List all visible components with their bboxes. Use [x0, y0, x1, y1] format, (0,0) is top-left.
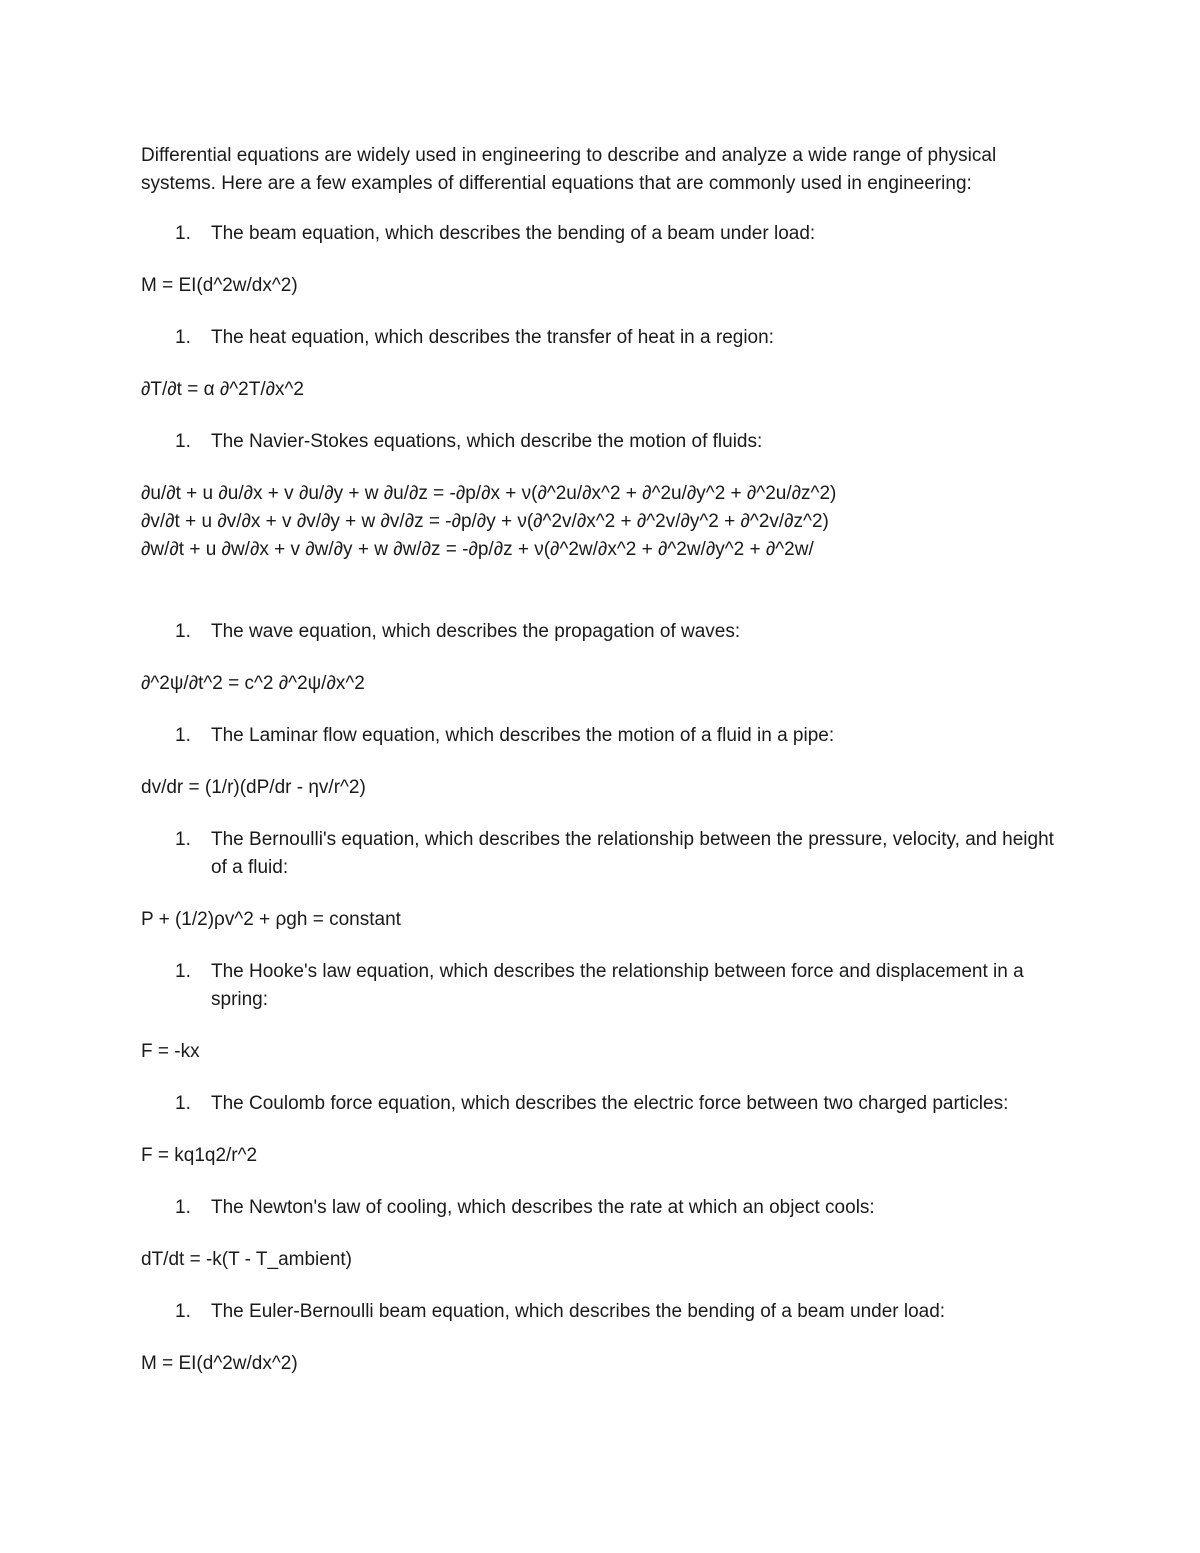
equation-laminar-flow: dv/dr = (1/r)(dP/dr - ηv/r^2) — [141, 777, 366, 798]
list-item-bernoulli — [175, 826, 1055, 882]
equation-coulomb-force: F = kq1q2/r^2 — [141, 1145, 258, 1166]
equation-navier-stokes-v: ∂v/∂t + u ∂v/∂x + v ∂v/∂y + w ∂v/∂z = -∂p/∂y + ν(∂^2v/∂x^2 + ∂^2v/∂y^2 + ∂^2v/∂z^2) — [141, 511, 829, 532]
list-item-text: The wave equation, which describes the propagation of waves: — [211, 621, 741, 642]
list-item-text: The Hooke's law equation, which describes the relationship between force and displacement in a spring: — [211, 961, 1024, 1010]
list-item-wave-equation — [175, 618, 1055, 646]
list-item-newtons-cooling — [175, 1194, 1055, 1222]
list-item-text: The Laminar flow equation, which describes the motion of a fluid in a pipe: — [211, 725, 835, 746]
list-item-text: The beam equation, which describes the bending of a beam under load: — [211, 223, 816, 244]
list-number: 1. — [175, 431, 191, 452]
list-number: 1. — [175, 621, 191, 642]
list-item-hookes-law — [175, 958, 1055, 1014]
list-number: 1. — [175, 1197, 191, 1218]
list-number: 1. — [175, 1301, 191, 1322]
equation-euler-bernoulli: M = EI(d^2w/dx^2) — [141, 1353, 298, 1374]
list-item-coulomb-force — [175, 1090, 1055, 1118]
list-number: 1. — [175, 829, 191, 850]
list-item-text: The heat equation, which describes the transfer of heat in a region: — [211, 327, 774, 348]
equation-navier-stokes-u: ∂u/∂t + u ∂u/∂x + v ∂u/∂y + w ∂u/∂z = -∂p/∂x + ν(∂^2u/∂x^2 + ∂^2u/∂y^2 + ∂^2u/∂z^2) — [141, 483, 837, 504]
list-item-text: The Bernoulli's equation, which describes the relationship between the pressure, velocity, and height of a fluid: — [211, 829, 1054, 878]
list-number: 1. — [175, 961, 191, 982]
list-item-heat-equation — [175, 324, 1055, 352]
list-number: 1. — [175, 223, 191, 244]
list-item-text: The Coulomb force equation, which describes the electric force between two charged particles: — [211, 1093, 1009, 1114]
intro-paragraph: Differential equations are widely used in engineering to describe and analyze a wide range of physical systems. Here are a few examples of differential equations that are commonly used in engineering: — [141, 145, 997, 194]
equation-hookes-law: F = -kx — [141, 1041, 200, 1062]
list-item-beam-equation — [175, 220, 1055, 248]
list-item-text: The Navier-Stokes equations, which describe the motion of fluids: — [211, 431, 763, 452]
list-item-navier-stokes — [175, 428, 1055, 456]
list-item-text: The Euler-Bernoulli beam equation, which describes the bending of a beam under load: — [211, 1301, 946, 1322]
list-item-laminar-flow — [175, 722, 1055, 750]
equation-newtons-cooling: dT/dt = -k(T - T_ambient) — [141, 1249, 353, 1270]
list-number: 1. — [175, 327, 191, 348]
equation-heat: ∂T/∂t = α ∂^2T/∂x^2 — [141, 379, 304, 400]
equation-navier-stokes-w: ∂w/∂t + u ∂w/∂x + v ∂w/∂y + w ∂w/∂z = -∂p/∂z + ν(∂^2w/∂x^2 + ∂^2w/∂y^2 + ∂^2w/ — [141, 539, 814, 560]
list-item-euler-bernoulli — [175, 1298, 1055, 1326]
equation-wave: ∂^2ψ/∂t^2 = c^2 ∂^2ψ/∂x^2 — [141, 673, 365, 694]
list-number: 1. — [175, 1093, 191, 1114]
list-item-text: The Newton's law of cooling, which describes the rate at which an object cools: — [211, 1197, 875, 1218]
equation-beam: M = EI(d^2w/dx^2) — [141, 275, 298, 296]
equation-bernoulli: P + (1/2)ρv^2 + ρgh = constant — [141, 909, 401, 930]
list-number: 1. — [175, 725, 191, 746]
